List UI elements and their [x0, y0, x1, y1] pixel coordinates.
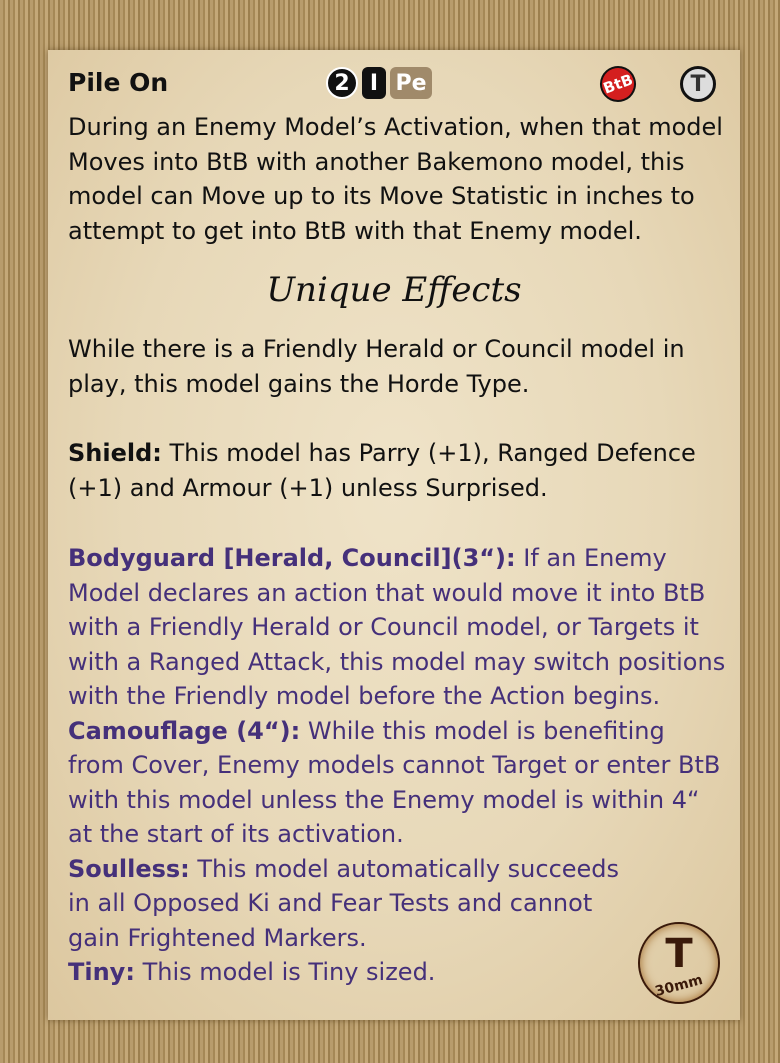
ability-card [48, 50, 740, 1020]
rules-list [68, 541, 728, 990]
effect-text: This model has Parry (+1), Ranged Defence (+1) and Armour (+1) unless Surprised. [68, 439, 696, 502]
rule-text: If an Enemy Model declares an action that would move it into BtB with a Friendly Herald or Council model, or Targets it with a Ranged Attack, this model may switch positions with the Friendly model before the Action begins. [68, 544, 726, 710]
rule-name: Soulless: [68, 854, 190, 883]
base-letter: T [665, 931, 693, 977]
cost-pips [326, 67, 432, 99]
tiny-size-icon: T [680, 66, 716, 102]
effect-name: Shield: [68, 439, 162, 467]
rule-name: Bodyguard [Herald, Council](3“): [68, 544, 516, 572]
base-size: 30mm [653, 971, 705, 1001]
btb-icon: BtB [595, 61, 641, 107]
ability-description: During an Enemy Model’s Activation, when that model Moves into BtB with another Bakemono model, this model can Move up to its Move Statistic in inches to attempt to get into BtB with that Enemy model. [68, 113, 723, 245]
ability-title: Pile On [68, 68, 169, 97]
rule-tiny [68, 955, 728, 990]
effect-horde [68, 332, 728, 401]
action-badge: I [362, 67, 386, 99]
rule-text: This model automatically succeeds in all Opposed Ki and Fear Tests and cannot gain Frightened Markers. [68, 854, 620, 952]
cost-badge: 2 [326, 67, 358, 99]
rule-text: While this model is benefiting from Cover, Enemy models cannot Target or enter BtB with this model unless the Enemy model is within 4“ at the start of its activation. [68, 716, 721, 848]
rule-text: This model is Tiny sized. [134, 958, 436, 986]
rule-soulless [68, 852, 648, 956]
base-size-badge [638, 922, 720, 1004]
rule-bodyguard [68, 541, 728, 714]
type-badge: Pe [390, 67, 432, 99]
rule-name: Camouflage (4“): [68, 716, 301, 745]
rule-camouflage [68, 714, 728, 852]
effect-shield [68, 436, 728, 505]
rule-name: Tiny: [68, 958, 135, 986]
effect-text: While there is a Friendly Herald or Council model in play, this model gains the Horde Type. [68, 335, 685, 398]
section-title: Unique Effects [266, 270, 522, 310]
